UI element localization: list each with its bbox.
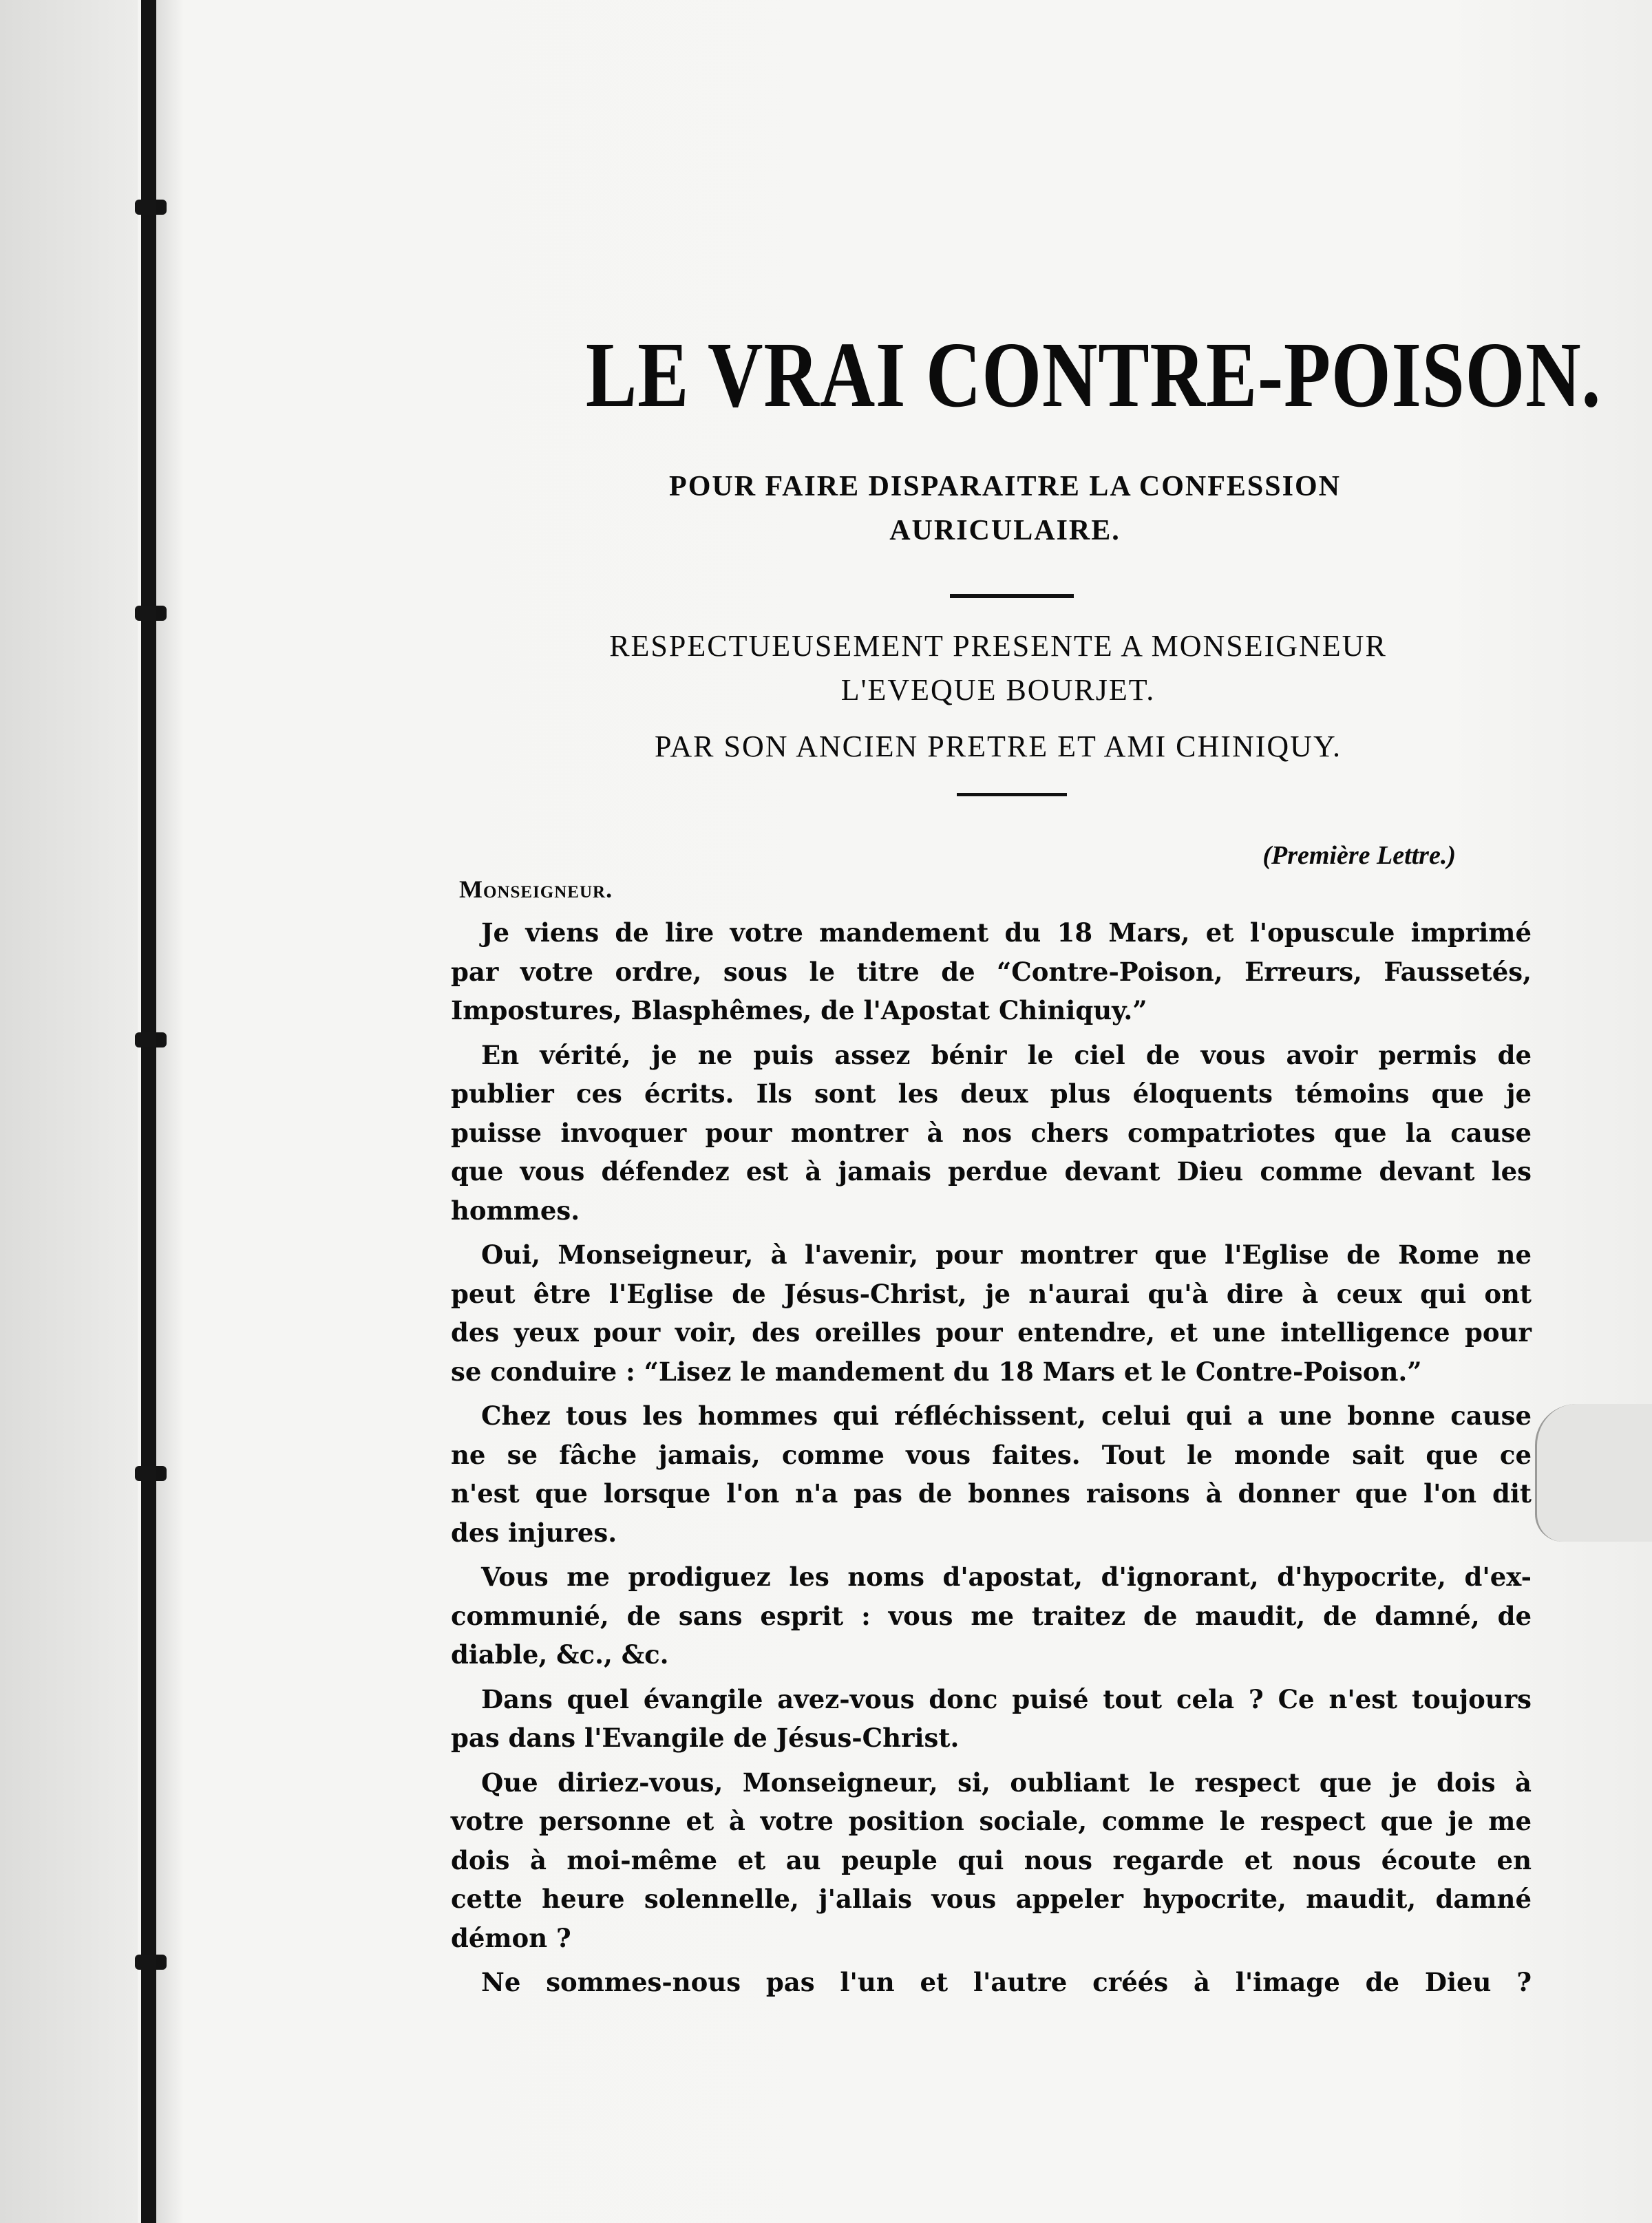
text-line: démon ?	[451, 1922, 571, 1953]
paragraph	[451, 913, 1532, 1030]
paragraph	[451, 1963, 1532, 2002]
text-line: par votre ordre, sous le titre de “Contre-Poison, Erreurs, Faussetés,	[451, 956, 1532, 987]
text-line: En vérité, je ne puis assez bénir le ciel de vous avoir permis de	[481, 1039, 1532, 1070]
dedication	[465, 624, 1532, 769]
text-line: ne se fâche jamais, comme vous faites. Tout le monde sait que ce	[451, 1439, 1532, 1470]
text-line: Dans quel évangile avez-vous donc puisé tout cela ? Ce n'est toujours	[481, 1683, 1532, 1714]
text-line: peut être l'Eglise de Jésus-Christ, je n'aurai qu'à dire à ceux qui ont	[451, 1278, 1532, 1309]
text-line: Impostures, Blasphêmes, de l'Apostat Chiniquy.”	[451, 995, 1147, 1025]
text-line: des injures.	[451, 1517, 617, 1548]
salutation: Monseigneur.	[459, 875, 613, 903]
paragraph	[451, 1396, 1532, 1552]
text-line: Ne sommes-nous pas l'un et l'autre créés à l'image de Dieu ?	[481, 1967, 1532, 1997]
paragraph	[451, 1680, 1532, 1758]
subtitle	[478, 465, 1532, 553]
paragraph	[451, 1235, 1532, 1391]
dedication-line: PAR SON ANCIEN PRETRE ET AMI CHINIQUY.	[654, 730, 1342, 763]
text-line: publier ces écrits. Ils sont les deux plus éloquents témoins que je	[451, 1078, 1532, 1109]
text-line: hommes.	[451, 1195, 580, 1226]
paragraph	[451, 1763, 1532, 1958]
text-line: votre personne et à votre position sociale, comme le respect que je me	[451, 1806, 1532, 1836]
paragraph	[451, 1036, 1532, 1231]
text-line: que vous défendez est à jamais perdue devant Dieu comme devant les	[451, 1156, 1532, 1187]
letter-body	[451, 913, 1532, 2002]
text-line: se conduire : “Lisez le mandement du 18 Mars et le Contre-Poison.”	[451, 1356, 1422, 1387]
text-line: Je viens de lire votre mandement du 18 Mars, et l'opuscule imprimé	[481, 917, 1532, 948]
text-line: Oui, Monseigneur, à l'avenir, pour montrer que l'Eglise de Rome ne	[481, 1240, 1532, 1270]
dedication-line: RESPECTUEUSEMENT PRESENTE A MONSEIGNEUR	[609, 629, 1387, 663]
letter-number: (Première Lettre.)	[1262, 841, 1456, 870]
dedication-line: L'EVEQUE BOURJET.	[840, 673, 1156, 707]
text-line: diable, &c., &c.	[451, 1639, 669, 1670]
text-line: pas dans l'Evangile de Jésus-Christ.	[451, 1723, 960, 1753]
text-line: Vous me prodiguez les noms d'apostat, d'ignorant, d'hypocrite, d'ex-	[481, 1562, 1532, 1592]
text-line: n'est que lorsque l'on n'a pas de bonnes raisons à donner que l'on dit	[451, 1478, 1532, 1509]
text-line: des yeux pour voir, des oreilles pour entendre, et une intelligence pour	[451, 1317, 1532, 1348]
paragraph	[451, 1557, 1532, 1674]
text-line: Chez tous les hommes qui réfléchissent, celui qui a une bonne cause	[481, 1401, 1532, 1431]
book-binding	[141, 0, 156, 2223]
torn-paper-edge	[1535, 1404, 1652, 1542]
text-line: dois à moi-même et au peuple qui nous regarde et nous écoute en	[451, 1844, 1532, 1875]
page-content	[451, 323, 1602, 2008]
subtitle-line: POUR FAIRE DISPARAITRE LA CONFESSION	[669, 471, 1341, 502]
text-line: cette heure solennelle, j'allais vous appeler hypocrite, maudit, damné	[451, 1884, 1532, 1914]
divider-rule	[957, 793, 1067, 796]
document-title: LE VRAI CONTRE-POISON.	[585, 323, 1602, 427]
text-line: communié, de sans esprit : vous me traitez de maudit, de damné, de	[451, 1600, 1532, 1631]
gutter-shadow	[156, 0, 184, 2223]
text-line: puisse invoquer pour montrer à nos chers compatriotes que la cause	[451, 1117, 1532, 1148]
divider-rule	[950, 594, 1074, 598]
subtitle-line: AURICULAIRE.	[889, 515, 1121, 546]
facing-page-edge	[0, 0, 138, 2223]
text-line: Que diriez-vous, Monseigneur, si, oubliant le respect que je dois à	[481, 1767, 1532, 1798]
